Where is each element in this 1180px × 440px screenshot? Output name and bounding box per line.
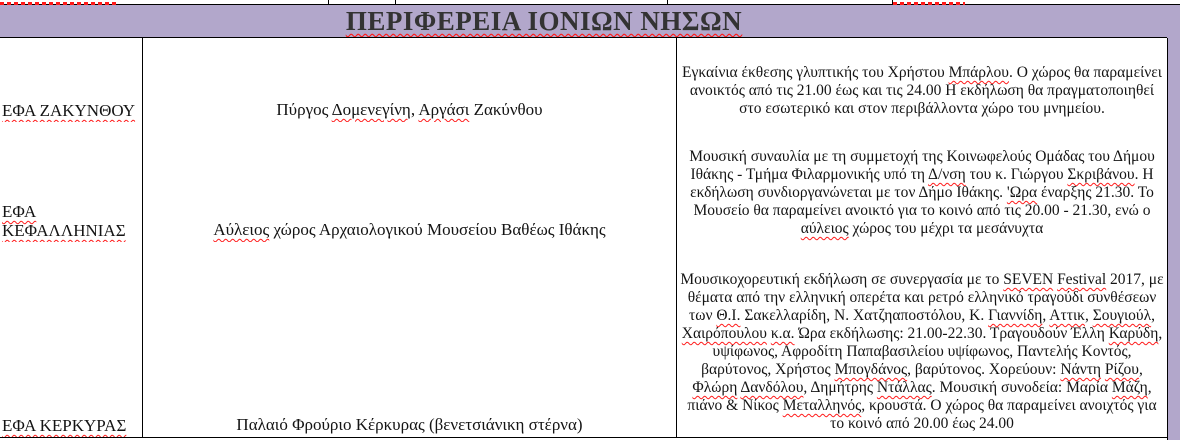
description-content xyxy=(680,271,1164,433)
description-text: χώρος του μέχρι τα μεσάνυχτα xyxy=(848,220,1044,237)
venue-content xyxy=(236,415,582,434)
description-misspelled-word: Μάζη xyxy=(1111,379,1148,396)
table-row-1-description-cell[interactable] xyxy=(677,38,1167,122)
table-row-2-venue-cell[interactable] xyxy=(143,122,677,242)
description-text: Σακελλαρίδη, Ν. Χατζηαποστόλου, Κ. xyxy=(740,307,989,324)
description-text: 2017, με θέματα από την ελληνική οπερέτα και ρετρό ελληνικό τραγούδι συνθέσεων των xyxy=(687,271,1164,324)
description-text: , Δημήτρης xyxy=(803,379,877,396)
description-text: , βαρύτονος. Χορεύουν: xyxy=(907,361,1061,378)
description-misspelled-word: Μεταλληνός xyxy=(782,397,862,414)
events-table xyxy=(0,38,1167,438)
description-text: . Μουσική συνοδεία: Μαρία xyxy=(931,379,1112,396)
description-text: , κρουστά. Ο χώρος θα παραμείνει ανοιχτός για το κοινό από 20.00 έως 24.00 xyxy=(830,397,1157,432)
description-misspelled-word: SEVEN xyxy=(1003,271,1054,288)
table-row-2-description-cell[interactable] xyxy=(677,122,1167,242)
description-misspelled-word: Θ.Ι. xyxy=(716,307,741,324)
description-misspelled-word: Festival xyxy=(1057,271,1107,288)
description-content xyxy=(680,64,1164,118)
description-text: Εγκαίνια έκθεσης γλυπτικής του Χρήστου xyxy=(682,64,949,81)
venue-text: χώρος Αρχαιολογικού Μουσείου Βαθέως Ιθάκης xyxy=(269,220,606,239)
description-misspelled-word: Μπάρλου xyxy=(948,64,1009,81)
description-text: , πιάνο & Νίκος xyxy=(687,379,1152,414)
venue-content xyxy=(276,100,542,119)
description-text: Ώρα εκδήλωσης: 21.00-22.30. Τραγουδούν Έλλη xyxy=(794,325,1109,342)
venue-misspelled-word: Αργάσι xyxy=(418,100,470,119)
table-row-3-description-cell[interactable] xyxy=(677,242,1167,437)
venue-text: , xyxy=(410,100,419,119)
venue-text: Παλαιό Φρούριο Κέρκυρας (βενετσιάνικη στέρνα) xyxy=(236,415,583,434)
agency-content xyxy=(2,202,140,240)
agency-misspelled-word: ΕΦΑ ΚΕΦΑΛΛΗΝΙΑΣ xyxy=(2,202,126,240)
table-row-2-agency-cell[interactable] xyxy=(0,122,143,242)
description-text: , xyxy=(1042,307,1050,324)
table-row-1-venue-cell[interactable] xyxy=(143,38,677,122)
agency-misspelled-word: ΕΦΑ ΚΕΡΚΥΡΑΣ xyxy=(2,416,127,435)
description-text: Μουσική συναυλία με τη συμμετοχή της Κοινωφελούς Ομάδας του Δήμου Ιθάκης - Τμήμα Φιλαρμονικής υπό τη xyxy=(689,148,1155,183)
region-title-misspelled-word: ΠΕΡΙΦΕΡΕΙΑ ΙΟΝΙΩΝ ΝΗΣΩΝ xyxy=(345,6,743,36)
description-text: . Ο χώρος θα παραμείνει ανοικτός από τις 21.00 έως και τις 24.00 Η εκδήλωση θα πραγματοποιηθεί στο εσωτερικό και στον περιβάλλοντα χώρο του μνημείου. xyxy=(689,64,1162,117)
description-misspelled-word: Μπογδάνος xyxy=(834,361,908,378)
description-text: , xyxy=(1151,307,1155,324)
table-row-3-venue-cell[interactable] xyxy=(143,242,677,437)
region-title-cell[interactable] xyxy=(0,5,1180,37)
description-text: , xyxy=(1084,307,1093,324)
description-misspelled-word: 'Ωρα xyxy=(1006,184,1038,201)
description-text: του κ. Γιώργου xyxy=(965,166,1068,183)
purple-right-strip xyxy=(1167,5,1180,440)
description-text: , υψίφωνος, Αφροδίτη Παπαβασιλείου υψίφωνος, Παντελής Κοντός, βαρύτονος, Χρήστος xyxy=(701,325,1163,378)
table-row-3-agency-cell[interactable] xyxy=(0,242,143,437)
agency-content xyxy=(2,416,126,435)
description-misspelled-word: Αττικ xyxy=(1049,307,1085,324)
description-misspelled-word: αύλειος xyxy=(800,220,849,237)
description-misspelled-word: Δ/νση xyxy=(928,166,966,183)
table-row-1-agency-cell[interactable] xyxy=(0,38,143,122)
description-misspelled-word: κ.α. xyxy=(770,325,795,342)
description-misspelled-word: Φλώρη xyxy=(692,379,738,396)
region-title-text xyxy=(346,6,742,36)
description-text: έναρξης 21.30. Το Μουσείο θα παραμείνει ανοικτό για το κοινό από τις 20.00 - 21.30, ενώ ο xyxy=(693,184,1154,219)
venue-misspelled-word: Δομενεγίνη xyxy=(331,100,411,119)
description-misspelled-word: Σκριβάνου xyxy=(1067,166,1135,183)
venue-misspelled-word: Αύλειος xyxy=(213,220,270,239)
description-misspelled-word: Νάντη xyxy=(1060,361,1102,378)
description-misspelled-word: Σουγιούλ xyxy=(1092,307,1152,324)
description-misspelled-word: Δανδόλου xyxy=(740,379,804,396)
venue-content xyxy=(213,220,605,239)
description-misspelled-word: Ρίζου xyxy=(1104,361,1139,378)
venue-text: Πύργος xyxy=(276,100,332,119)
description-text: . Η εκδήλωση συνδιοργανώνεται με τον Δήμο Ιθάκης. xyxy=(690,166,1154,201)
description-misspelled-word: Καρύδη xyxy=(1108,325,1159,342)
description-text: Μουσικοχορευτική εκδήλωση σε συνεργασία με το xyxy=(680,271,1004,288)
agency-misspelled-word: ΕΦΑ ΖΑΚΥΝΘΟΥ xyxy=(2,101,136,120)
purple-strip-left-border xyxy=(1167,38,1168,440)
description-content xyxy=(680,148,1164,238)
description-misspelled-word: Χαιρόπουλου xyxy=(681,325,767,342)
venue-text: Ζακύνθου xyxy=(469,100,543,119)
description-text: , xyxy=(1138,361,1143,378)
description-misspelled-word: Ντάλλας xyxy=(876,379,932,396)
description-misspelled-word: Γιαννίδη xyxy=(988,307,1043,324)
agency-content xyxy=(2,101,135,120)
